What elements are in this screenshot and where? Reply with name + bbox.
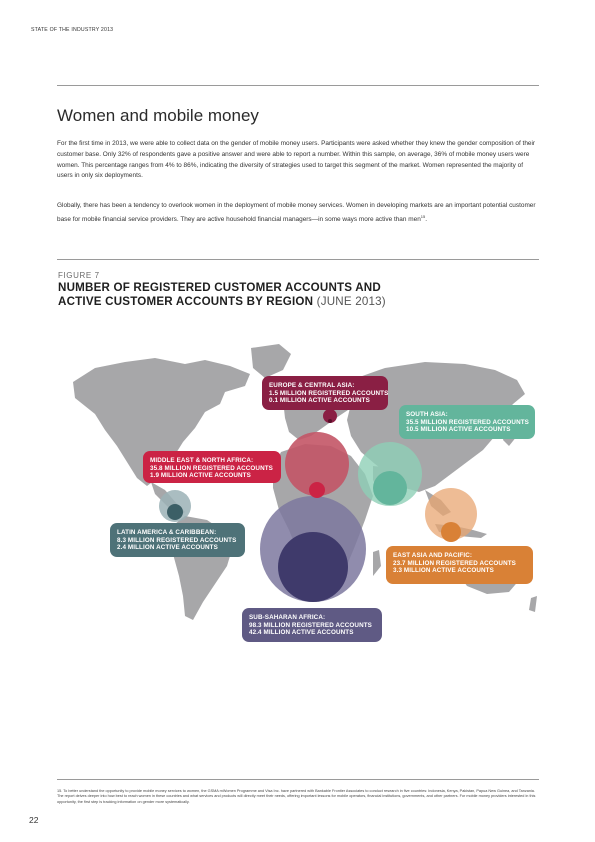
europe-active: 0.1 MILLION ACTIVE ACCOUNTS [269, 397, 370, 405]
figure-title-line1: NUMBER OF REGISTERED CUSTOMER ACCOUNTS AND [58, 281, 381, 294]
latam-registered: 8.3 MILLION REGISTERED ACCOUNTS [117, 536, 237, 544]
figure-title-date: (JUNE 2013) [316, 294, 386, 308]
new-zealand-shape [529, 596, 537, 612]
south-asia-active: 10.5 MILLION ACTIVE ACCOUNTS [406, 426, 511, 434]
callout-europe-central-asia [262, 376, 388, 410]
running-head: STATE OF THE INDUSTRY 2013 [31, 27, 114, 33]
ssa-region-name: SUB-SAHARAN AFRICA: [249, 614, 326, 621]
page-number: 22 [29, 815, 39, 825]
mena-region-name: MIDDLE EAST & NORTH AFRICA: [150, 457, 254, 464]
context-paragraph-text: Globally, there has been a tendency to overlook women in the deployment of mobile money services. Women in developing markets are an important potential customer base for mobile financial service providers. They are active household financial managers—in some ways more active than men [57, 202, 536, 223]
latam-region-name: LATIN AMERICA & CARIBBEAN: [117, 529, 217, 536]
figure-label: FIGURE 7 [58, 271, 100, 280]
context-paragraph [57, 201, 539, 226]
ssa-active-bubble [278, 532, 348, 602]
figure-title [58, 281, 538, 308]
europe-region-name: EUROPE & CENTRAL ASIA: [269, 382, 355, 389]
top-divider [57, 85, 539, 86]
greenland-shape [251, 344, 291, 378]
south-asia-registered: 35.5 MILLION REGISTERED ACCOUNTS [406, 418, 529, 426]
callout-south-asia [399, 405, 535, 439]
latam-active-bubble [167, 504, 183, 520]
south-asia-active-bubble [373, 471, 407, 505]
europe-registered: 1.5 MILLION REGISTERED ACCOUNTS [269, 389, 389, 397]
intro-paragraph: For the first time in 2013, we were able to collect data on the gender of mobile money users. Participants were asked whether they knew the gender composition of their customer base. Only 32% of respondents gave a positive answer and were able to report a number. Within this sample, on average, 36% of mobile money users were women. This percentage ranges from 4% to 86%, indicating the diversity of strategies used to target this segment of the market. Women represented the majority of users in only six deployments. [57, 140, 536, 180]
madagascar-shape [373, 550, 381, 576]
callout-latin-america-caribbean [110, 523, 245, 557]
callout-sub-saharan-africa [242, 608, 382, 642]
latam-active: 2.4 MILLION ACTIVE ACCOUNTS [117, 544, 218, 552]
mena-registered: 35.8 MILLION REGISTERED ACCOUNTS [150, 464, 273, 472]
callout-middle-east-north-africa [143, 451, 281, 483]
south-asia-region-name: SOUTH ASIA: [406, 411, 448, 418]
footnote-divider [57, 779, 539, 780]
mena-active-bubble [309, 482, 325, 498]
east-asia-active: 3.3 MILLION ACTIVE ACCOUNTS [393, 567, 494, 575]
context-paragraph-end: . [425, 215, 428, 223]
mena-active: 1.9 MILLION ACTIVE ACCOUNTS [150, 472, 251, 480]
callout-east-asia-pacific [386, 546, 533, 584]
ssa-active: 42.4 MILLION ACTIVE ACCOUNTS [249, 629, 354, 637]
footnote-15: 15. To better understand the opportunity to provide mobile money services to women, the GSMA mWomen Programme and Visa Inc. have partnered with Bankable Frontier Associates to conduct research in five countries: Indonesia, Kenya, Pakistan, Papua New Guinea, and Tanzania. The report delves deeper into how best to reach women in these countries and what services and products will directly meet their needs, offering important lessons for mobile operators, financial institutions, governments, and other partners. For mobile money providers interested in this opportunity, the first step is tracking information on gender more systematically. [57, 789, 536, 804]
east-asia-registered: 23.7 MILLION REGISTERED ACCOUNTS [393, 559, 516, 567]
east-asia-region-name: EAST ASIA AND PACIFIC: [393, 552, 473, 559]
ssa-registered: 98.3 MILLION REGISTERED ACCOUNTS [249, 621, 372, 629]
east-asia-active-bubble [441, 522, 461, 542]
figure-title-line2: ACTIVE CUSTOMER ACCOUNTS BY REGION [58, 294, 314, 308]
section-title: Women and mobile money [57, 106, 259, 125]
footnote-reference: 15 [420, 213, 426, 219]
figure-divider [57, 259, 539, 260]
europe-active-bubble [328, 419, 332, 423]
